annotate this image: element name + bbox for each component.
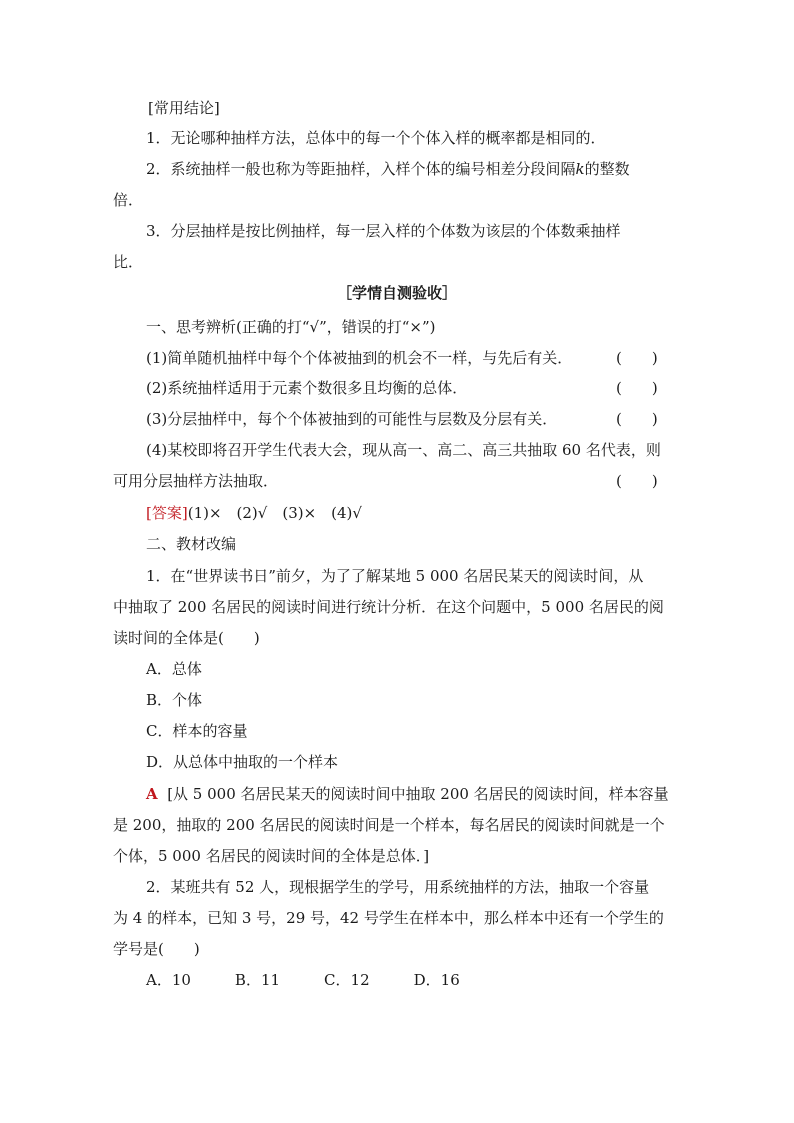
- problem-2-options: [146, 970, 504, 990]
- option-2a: A．10: [146, 971, 191, 989]
- conclusion-2: 2．系统抽样一般也称为等距抽样，入样个体的编号相差分段间隔k的整数: [146, 160, 630, 178]
- explanation-line-3: 个体，5 000 名居民的阅读时间的全体是总体．]: [113, 847, 430, 865]
- part1-title: 一、思考辨析(正确的打“√”，错误的打“×”): [146, 318, 436, 336]
- conclusion-1: 1．无论哪种抽样方法，总体中的每一个个体入样的概率都是相同的．: [146, 129, 606, 147]
- problem-1-line-1: 1．在“世界读书日”前夕，为了了解某地 5 000 名居民某天的阅读时间，从: [146, 567, 644, 585]
- conclusion-3: 3．分层抽样是按比例抽样，每一层入样的个体数为该层的个体数乘抽样: [146, 222, 621, 240]
- problem-1-line-3: 读时间的全体是( ): [113, 629, 260, 647]
- answer-paren-3: ( ): [616, 410, 658, 428]
- judge-item-4: (4)某校即将召开学生代表大会，现从高一、高二、高三共抽取 60 名代表，则: [146, 441, 661, 459]
- part2-title: 二、教材改编: [146, 535, 237, 553]
- problem-1-line-2: 中抽取了 200 名居民的阅读时间进行统计分析．在这个问题中，5 000 名居民的阅: [113, 598, 664, 616]
- option-b: B．个体: [146, 691, 203, 709]
- conclusion-2-cont: 倍．: [113, 191, 144, 209]
- answer-paren-2: ( ): [616, 379, 658, 397]
- option-c: C．样本的容量: [146, 722, 248, 740]
- option-d: D．从总体中抽取的一个样本: [146, 753, 339, 771]
- explanation-line-1: A [从 5 000 名居民某天的阅读时间中抽取 200 名居民的阅读时间，样本容量: [146, 785, 669, 803]
- problem-2-line-1: 2．某班共有 52 人，现根据学生的学号，用系统抽样的方法，抽取一个容量: [146, 878, 650, 896]
- answer-tag: [答案]: [146, 504, 188, 522]
- option-2d: D．16: [413, 971, 460, 989]
- conclusion-3-cont: 比．: [113, 253, 144, 271]
- judge-item-3: (3)分层抽样中，每个个体被抽到的可能性与层数及分层有关．: [146, 410, 558, 428]
- judge-item-1: (1)简单随机抽样中每个个体被抽到的机会不一样，与先后有关．: [146, 349, 573, 367]
- answer-letter: A: [146, 785, 158, 803]
- variable-k: k: [575, 160, 585, 178]
- answer-paren-1: ( ): [616, 349, 658, 367]
- option-2b: B．11: [234, 971, 281, 989]
- common-conclusion-header: [常用结论]: [148, 99, 220, 117]
- problem-2-line-2: 为 4 的样本，已知 3 号，29 号，42 号学生在样本中，那么样本中还有一个学生的: [113, 909, 664, 927]
- section-title: ［学情自测验收］: [336, 284, 457, 302]
- judge-item-4-cont: 可用分层抽样方法抽取．: [113, 472, 279, 490]
- option-2c: C．12: [324, 971, 370, 989]
- judge-item-2: (2)系统抽样适用于元素个数很多且均衡的总体．: [146, 379, 468, 397]
- problem-2-line-3: 学号是( ): [113, 940, 200, 958]
- part1-answer: [答案](1)× (2)√ (3)× (4)√: [146, 504, 362, 522]
- option-a: A．总体: [146, 660, 202, 678]
- explanation-line-2: 是 200，抽取的 200 名居民的阅读时间是一个样本，每名居民的阅读时间就是一个: [113, 816, 665, 834]
- answer-paren-4: ( ): [616, 472, 658, 490]
